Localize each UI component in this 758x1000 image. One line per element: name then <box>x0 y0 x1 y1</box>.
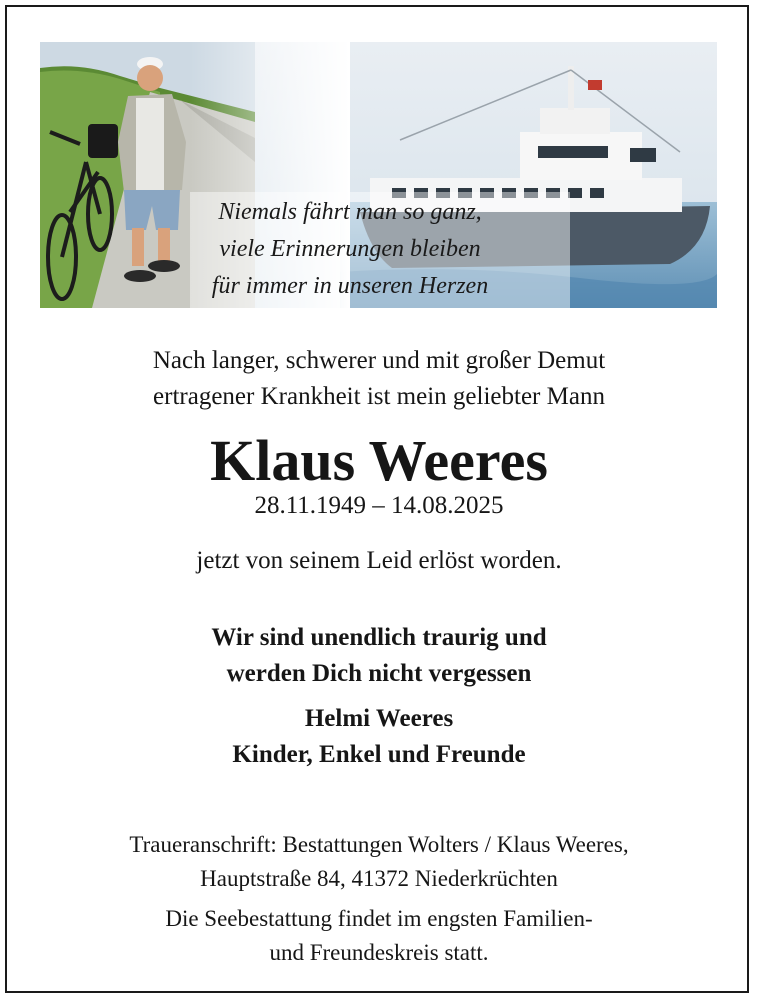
quote-line: viele Erinnerungen bleiben <box>219 236 481 262</box>
address-line: Hauptstraße 84, 41372 Niederkrüchten <box>200 866 558 891</box>
intro-text <box>0 343 758 415</box>
signers <box>0 701 758 773</box>
memorial-quote <box>40 194 660 305</box>
mourning-line: werden Dich nicht vergessen <box>226 660 532 687</box>
life-dates: 28.11.1949 – 14.08.2025 <box>254 492 504 519</box>
released-line: jetzt von seinem Leid erlöst worden. <box>196 547 562 574</box>
deceased-name: Klaus Weeres <box>210 428 548 493</box>
intro-line: ertragener Krankheit ist mein geliebter Mann <box>153 383 605 410</box>
quote-line: Niemals fährt man so ganz, <box>218 199 482 225</box>
burial-note <box>0 902 758 970</box>
burial-line: und Freundeskreis statt. <box>269 940 489 965</box>
mourning-line: Wir sind unendlich traurig und <box>211 624 547 651</box>
burial-line: Die Seebestattung findet im engsten Familien- <box>165 906 593 931</box>
address-line: Traueranschrift: Bestattungen Wolters / Klaus Weeres, <box>129 832 629 857</box>
signer: Helmi Weeres <box>304 705 454 732</box>
mourning-text <box>0 620 758 692</box>
signer: Kinder, Enkel und Freunde <box>232 741 526 768</box>
mourning-address <box>0 828 758 896</box>
bicycle-bag-icon <box>88 124 118 158</box>
quote-line: für immer in unseren Herzen <box>211 273 489 299</box>
intro-line: Nach langer, schwerer und mit großer Demut <box>152 347 606 374</box>
